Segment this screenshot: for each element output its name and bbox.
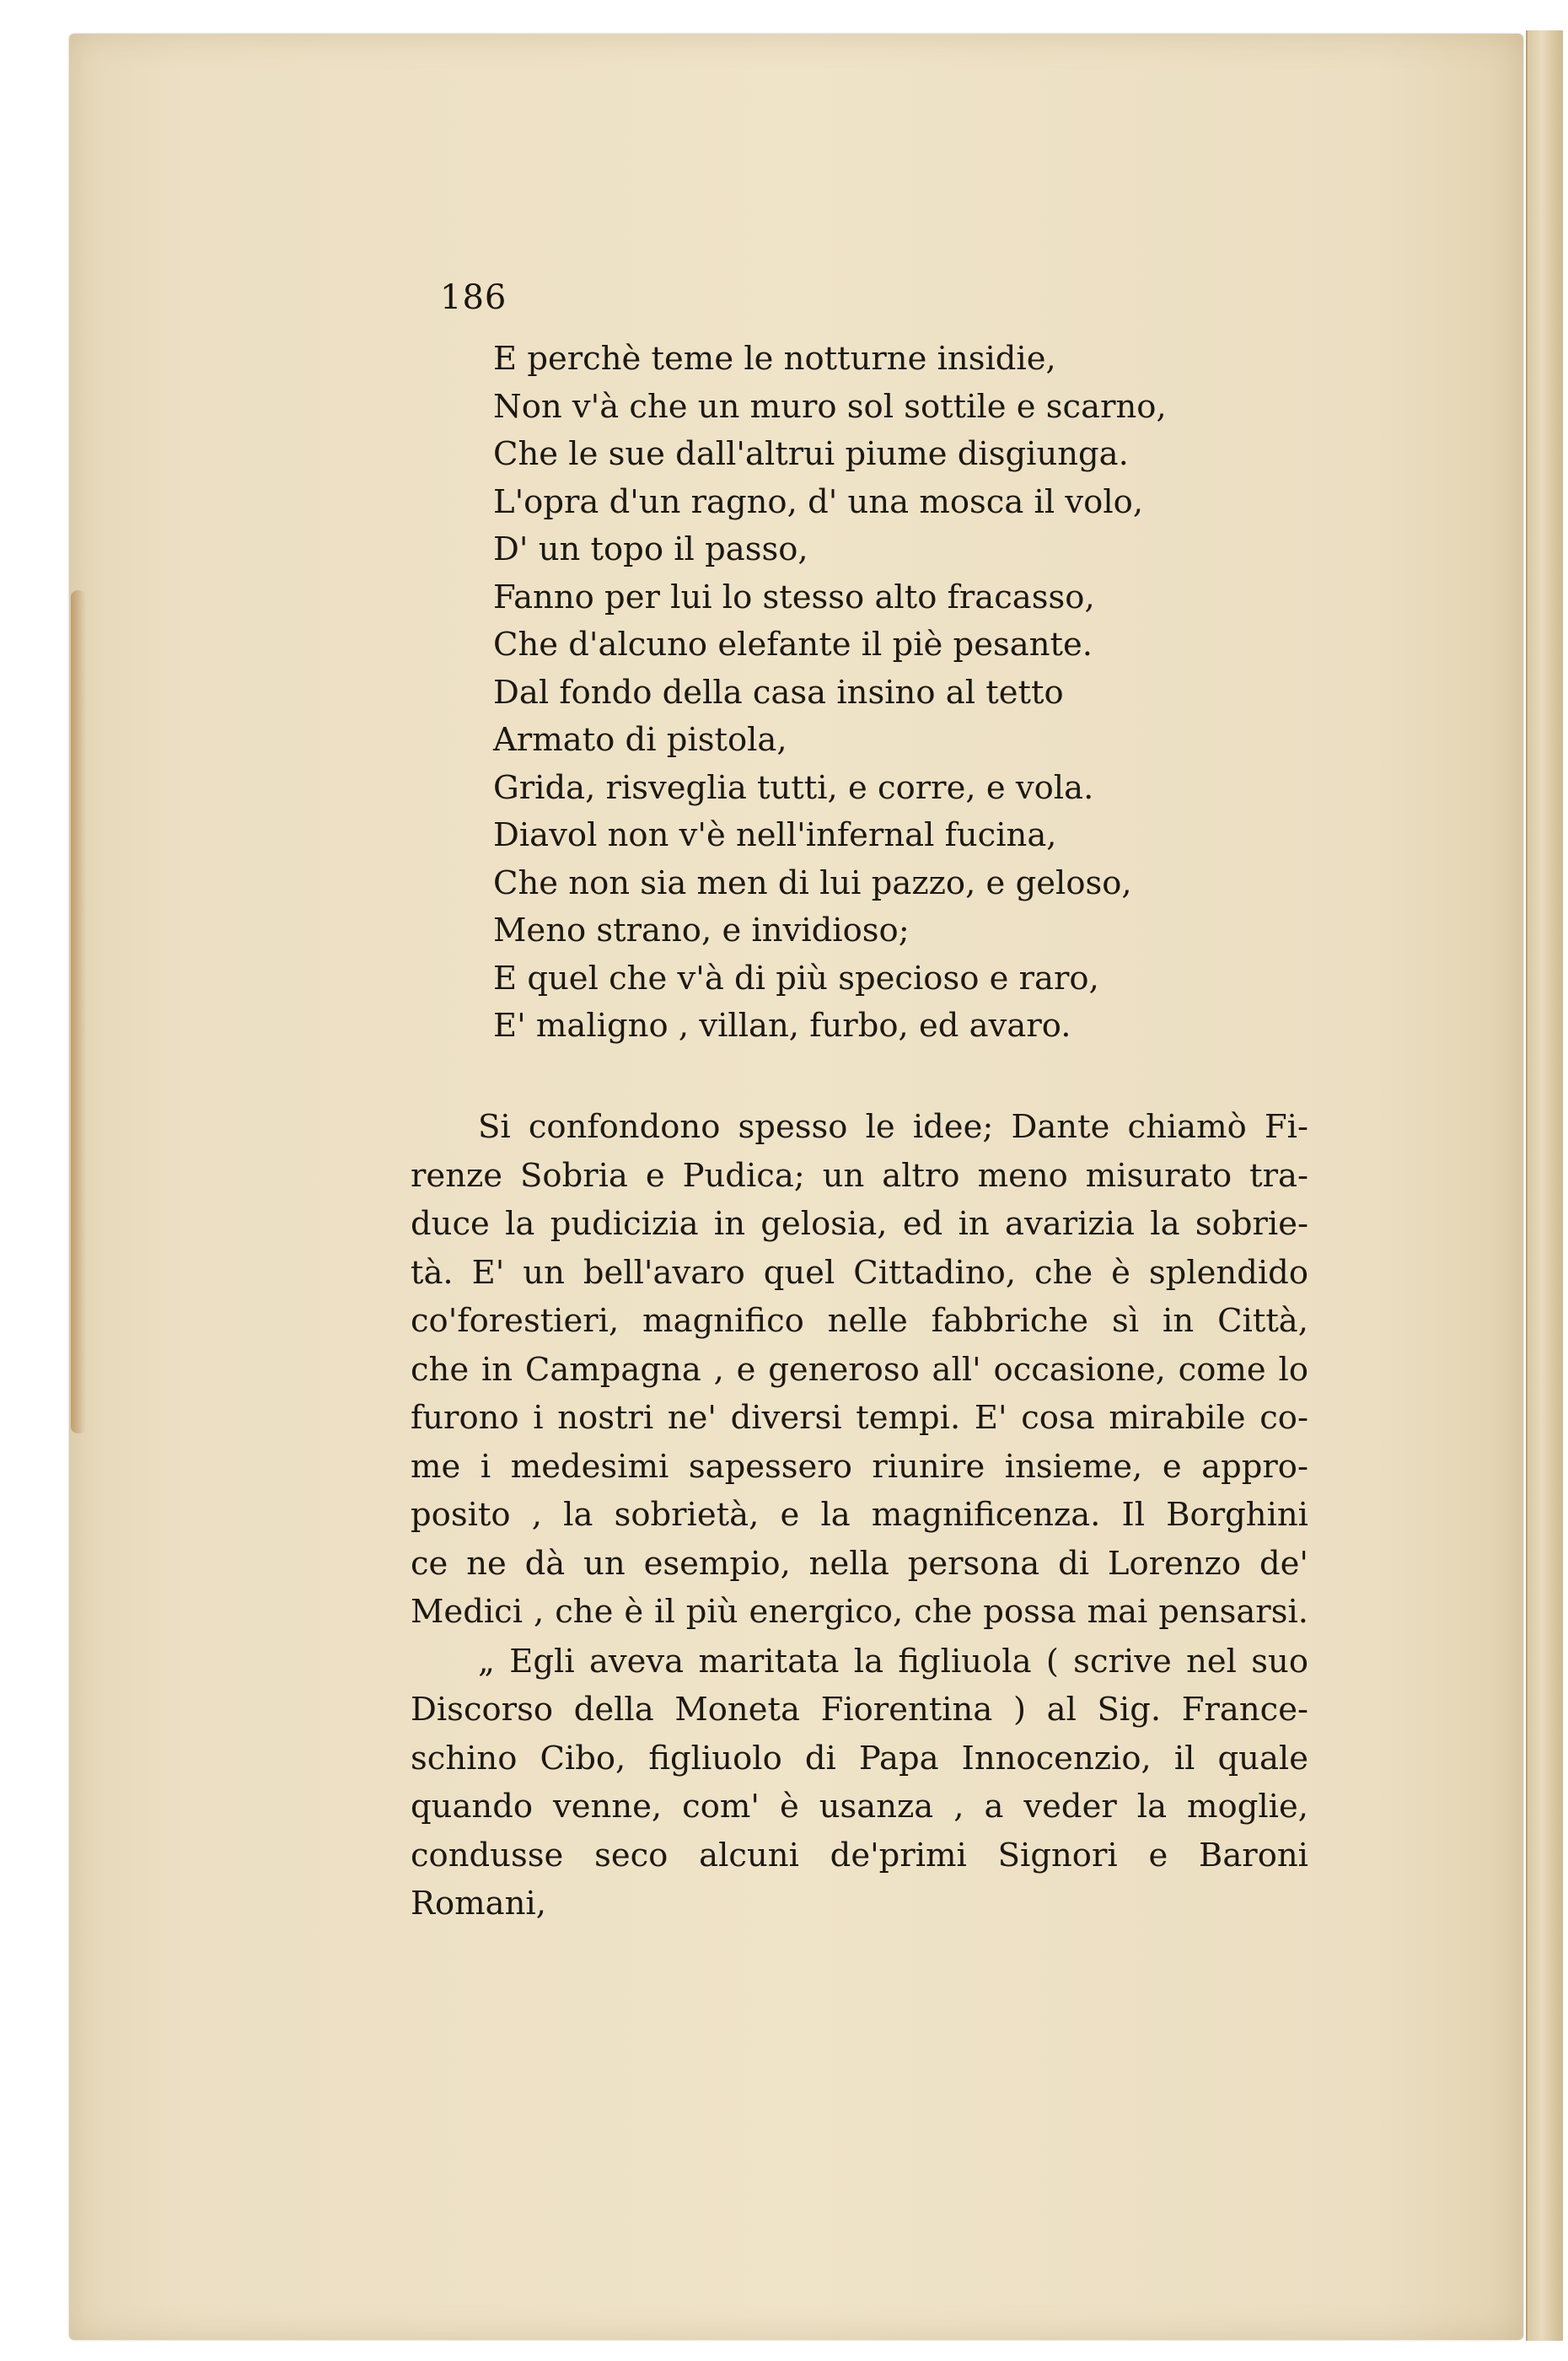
text-line: schino Cibo, figliuolo di Papa Innocenzio, il quale	[411, 1739, 1308, 1777]
text-line: co'forestieri, magnifico nelle fabbriche sì in Città,	[411, 1302, 1308, 1340]
text-line: ce ne dà un esempio, nella persona di Lorenzo de'	[411, 1544, 1308, 1583]
text-line: renze Sobria e Pudica; un altro meno misurato tra-	[411, 1156, 1308, 1195]
verse-line: E' maligno , villan, furbo, ed avaro.	[493, 1007, 1071, 1045]
verse-line: E quel che v'à di più specioso e raro,	[493, 959, 1099, 998]
poem-verses	[493, 336, 1167, 1051]
text-line: quando venne, com' è usanza , a veder la moglie,	[411, 1788, 1308, 1826]
verse-line: Che le sue dall'altrui piume disgiunga.	[493, 435, 1129, 473]
paragraph	[411, 1638, 1308, 1928]
text-line: condusse seco alcuni de'primi Signori e Baroni Romani,	[411, 1836, 1308, 1923]
paragraph	[411, 1103, 1308, 1637]
verse-line: Armato di pistola,	[493, 721, 787, 759]
verse-line: Grida, risveglia tutti, e corre, e vola.	[493, 768, 1094, 807]
page-number: 186	[440, 278, 507, 317]
verse-line: E perchè teme le notturne insidie,	[493, 340, 1056, 378]
verse-line: Non v'à che un muro sol sottile e scarno,	[493, 387, 1167, 426]
verse-line: L'opra d'un ragno, d' una mosca il volo,	[493, 482, 1144, 521]
verse-line: Meno strano, e invidioso;	[493, 912, 910, 949]
verse-line: Che d'alcuno elefante il piè pesante.	[493, 626, 1093, 664]
text-line: furono i nostri ne' diversi tempi. E' cosa mirabile co-	[411, 1399, 1308, 1437]
adjacent-page-edge	[1526, 30, 1563, 2341]
text-line: Medici , che è il più energico, che possa mai pensarsi.	[411, 1593, 1308, 1631]
text-line: posito , la sobrietà, e la magnificenza. Il Borghini	[411, 1496, 1308, 1534]
verse-line: Diavol non v'è nell'infernal fucina,	[493, 816, 1057, 854]
verse-line: Dal fondo della casa insino al tetto	[493, 673, 1064, 712]
text-line: „ Egli aveva maritata la figliuola ( scrive nel suo	[478, 1642, 1308, 1681]
verse-line: Che non sia men di lui pazzo, e geloso,	[493, 863, 1132, 902]
verse-line: D' un topo il passo,	[493, 530, 808, 568]
text-line: che in Campagna , e generoso all' occasione, come lo	[411, 1350, 1308, 1389]
verse-line: Fanno per lui lo stesso alto fracasso,	[493, 578, 1095, 616]
prose-body	[411, 1103, 1308, 1928]
text-line: tà. E' un bell'avaro quel Cittadino, che è splendido	[411, 1253, 1308, 1292]
text-line: duce la pudicizia in gelosia, ed in avarizia la sobrie-	[411, 1205, 1308, 1243]
text-line: me i medesimi sapessero riunire insieme, e appro-	[411, 1447, 1308, 1486]
page-stain	[71, 590, 86, 1433]
text-line: Discorso della Moneta Fiorentina ) al Sig. France-	[411, 1691, 1308, 1729]
text-line: Si confondono spesso le idee; Dante chiamò Fi-	[478, 1108, 1308, 1146]
